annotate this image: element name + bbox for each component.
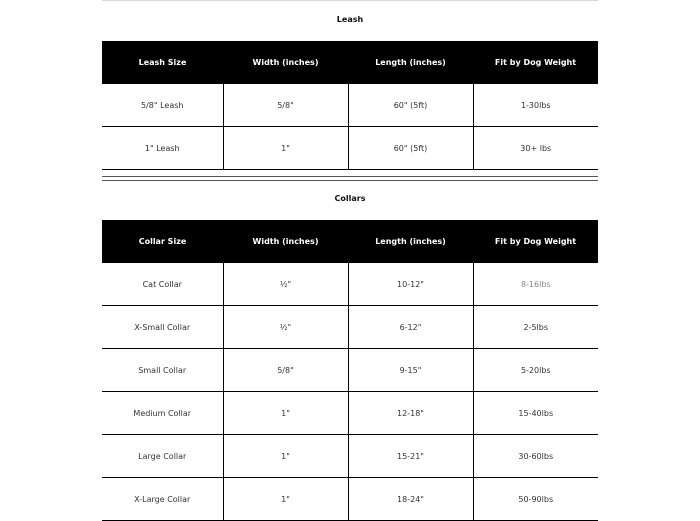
weight-cell: 30+ lbs xyxy=(473,127,598,170)
width-cell: 5/8" xyxy=(223,84,348,127)
length-cell: 10-12" xyxy=(348,263,473,306)
table-header-row xyxy=(102,220,598,263)
table-header-row xyxy=(102,41,598,84)
column-header-size: Collar Size xyxy=(102,220,223,263)
width-cell: 1" xyxy=(223,478,348,521)
length-cell: 6-12" xyxy=(348,306,473,349)
width-cell: 1" xyxy=(223,392,348,435)
width-cell: 5/8" xyxy=(223,349,348,392)
collars-size-table xyxy=(102,220,598,521)
size-cell: Small Collar xyxy=(102,349,223,392)
size-cell: 1" Leash xyxy=(102,127,223,170)
length-cell: 18-24" xyxy=(348,478,473,521)
top-rule xyxy=(102,0,598,1)
table-row xyxy=(102,349,598,392)
width-cell: ½" xyxy=(223,306,348,349)
width-cell: 1" xyxy=(223,127,348,170)
weight-cell: 1-30lbs xyxy=(473,84,598,127)
size-cell: Medium Collar xyxy=(102,392,223,435)
size-cell: X-Large Collar xyxy=(102,478,223,521)
table-row xyxy=(102,392,598,435)
table-row xyxy=(102,306,598,349)
section-divider xyxy=(102,176,598,177)
length-cell: 12-18" xyxy=(348,392,473,435)
column-header-length: Length (inches) xyxy=(348,220,473,263)
length-cell: 60" (5ft) xyxy=(348,127,473,170)
column-header-weight: Fit by Dog Weight xyxy=(473,220,598,263)
weight-cell: 30-60lbs xyxy=(473,435,598,478)
table-row xyxy=(102,263,598,306)
table-row xyxy=(102,84,598,127)
column-header-width: Width (inches) xyxy=(223,220,348,263)
column-header-length: Length (inches) xyxy=(348,41,473,84)
size-cell: X-Small Collar xyxy=(102,306,223,349)
length-cell: 9-15" xyxy=(348,349,473,392)
collars-section-title: Collars xyxy=(334,194,366,203)
weight-cell: 15-40lbs xyxy=(473,392,598,435)
weight-cell: 8-16lbs xyxy=(473,263,598,306)
width-cell: 1" xyxy=(223,435,348,478)
weight-cell: 5-20lbs xyxy=(473,349,598,392)
column-header-size: Leash Size xyxy=(102,41,223,84)
size-cell: Large Collar xyxy=(102,435,223,478)
column-header-weight: Fit by Dog Weight xyxy=(473,41,598,84)
length-cell: 60" (5ft) xyxy=(348,84,473,127)
weight-cell: 50-90lbs xyxy=(473,478,598,521)
length-cell: 15-21" xyxy=(348,435,473,478)
table-row xyxy=(102,478,598,521)
section-divider xyxy=(102,180,598,181)
leash-section-title: Leash xyxy=(336,15,364,24)
column-header-width: Width (inches) xyxy=(223,41,348,84)
width-cell: ½" xyxy=(223,263,348,306)
table-row xyxy=(102,435,598,478)
size-cell: Cat Collar xyxy=(102,263,223,306)
weight-cell: 2-5lbs xyxy=(473,306,598,349)
size-cell: 5/8" Leash xyxy=(102,84,223,127)
table-row xyxy=(102,127,598,170)
leash-size-table xyxy=(102,41,598,170)
